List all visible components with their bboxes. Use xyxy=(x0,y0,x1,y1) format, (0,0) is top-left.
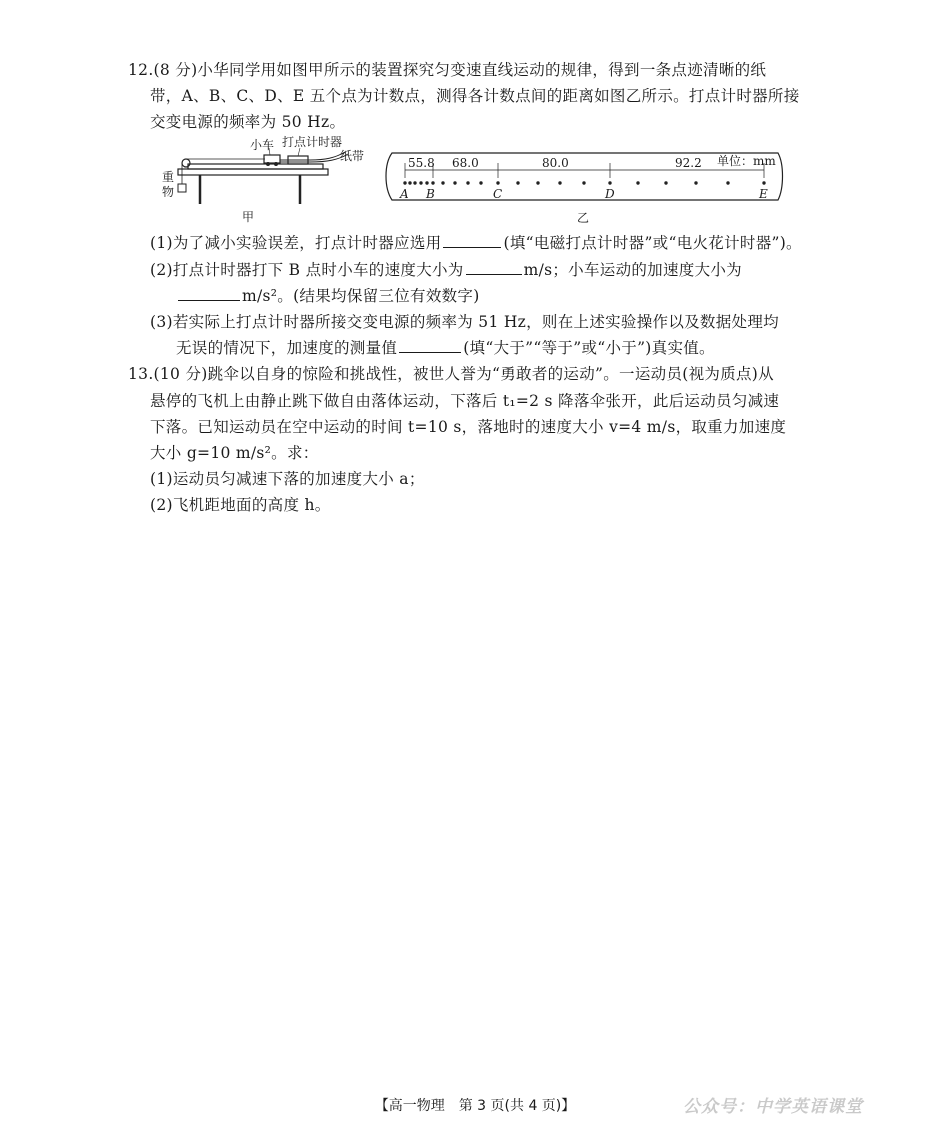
figure-jia xyxy=(160,134,370,226)
q13-line-1: 13.(10 分)跳伞以自身的惊险和挑战性，被世人誉为“勇敢者的运动”。一运动员(视为质点)从 xyxy=(128,365,774,383)
label-weight-2: 物 xyxy=(162,185,175,199)
point-d: D xyxy=(605,187,615,201)
q13-line-2: 悬停的飞机上由静止跳下做自由落体运动，下落后 t₁=2 s 降落伞张开，此后运动员匀减速 xyxy=(150,392,780,410)
answer-blank-2[interactable] xyxy=(466,260,522,275)
point-b: B xyxy=(426,187,435,201)
distance-ab: 55.8 xyxy=(408,156,435,170)
q12-part-3-cont xyxy=(176,338,715,358)
q12-part-2-text-a: (2)打点计时器打下 B 点时小车的速度大小为 xyxy=(150,261,464,279)
label-weight-1: 重 xyxy=(162,170,175,184)
q12-part-2-cont xyxy=(176,286,480,306)
answer-blank-4[interactable] xyxy=(399,338,461,353)
label-tape: 纸带 xyxy=(340,149,365,163)
q12-line-1: 12.(8 分)小华同学用如图甲所示的装置探究匀变速直线运动的规律，得到一条点迹清晰的纸 xyxy=(128,61,767,79)
answer-blank-1[interactable] xyxy=(443,233,501,248)
watermark: 公众号：中学英语课堂 xyxy=(683,1097,863,1117)
label-timer: 打点计时器 xyxy=(282,135,343,149)
point-a: A xyxy=(400,187,409,201)
q12-part-2-text-b: m/s；小车运动的加速度大小为 xyxy=(523,261,742,279)
distance-de: 92.2 xyxy=(675,156,702,170)
unit-label: 单位：mm xyxy=(717,154,776,168)
q13-part-1: (1)运动员匀减速下落的加速度大小 a； xyxy=(150,470,425,488)
q12-part-3: (3)若实际上打点计时器所接交变电源的频率为 51 Hz，则在上述实验操作以及数据处理均 xyxy=(150,313,779,331)
answer-blank-3[interactable] xyxy=(178,286,240,301)
q12-part-1 xyxy=(150,233,802,253)
q13-line-3: 下落。已知运动员在空中运动的时间 t=10 s，落地时的速度大小 v=4 m/s，取重力加速度 xyxy=(150,418,787,436)
caption-yi: 乙 xyxy=(577,211,590,225)
tape-dots xyxy=(403,181,765,184)
q13-part-2: (2)飞机距地面的高度 h。 xyxy=(150,496,331,514)
q12-part-1-text-a: (1)为了减小实验误差，打点计时器应选用 xyxy=(150,234,442,252)
q12-part-1-text-b: (填“电磁打点计时器”或“电火花计时器”)。 xyxy=(503,234,802,252)
q12-line-2: 带，A、B、C、D、E 五个点为计数点，测得各计数点间的距离如图乙所示。打点计时器所接 xyxy=(150,87,800,105)
caption-jia: 甲 xyxy=(242,210,255,224)
distance-cd: 80.0 xyxy=(542,156,569,170)
page-footer: 【高一物理 第 3 页(共 4 页)】 xyxy=(374,1098,576,1114)
q12-line-3: 交变电源的频率为 50 Hz。 xyxy=(150,113,346,131)
q12-part-3-text-c: (填“大于”“等于”或“小于”)真实值。 xyxy=(463,339,715,357)
q12-part-2 xyxy=(150,260,742,280)
q13-line-4: 大小 g=10 m/s²。求： xyxy=(150,444,319,462)
figure-yi xyxy=(380,150,790,226)
label-car: 小车 xyxy=(250,138,275,152)
point-c: C xyxy=(493,187,503,201)
q12-part-2-text-c: m/s²。(结果均保留三位有效数字) xyxy=(242,287,480,305)
q12-part-3-text-b: 无误的情况下，加速度的测量值 xyxy=(176,339,398,357)
point-e: E xyxy=(759,187,768,201)
distance-bc: 68.0 xyxy=(452,156,479,170)
